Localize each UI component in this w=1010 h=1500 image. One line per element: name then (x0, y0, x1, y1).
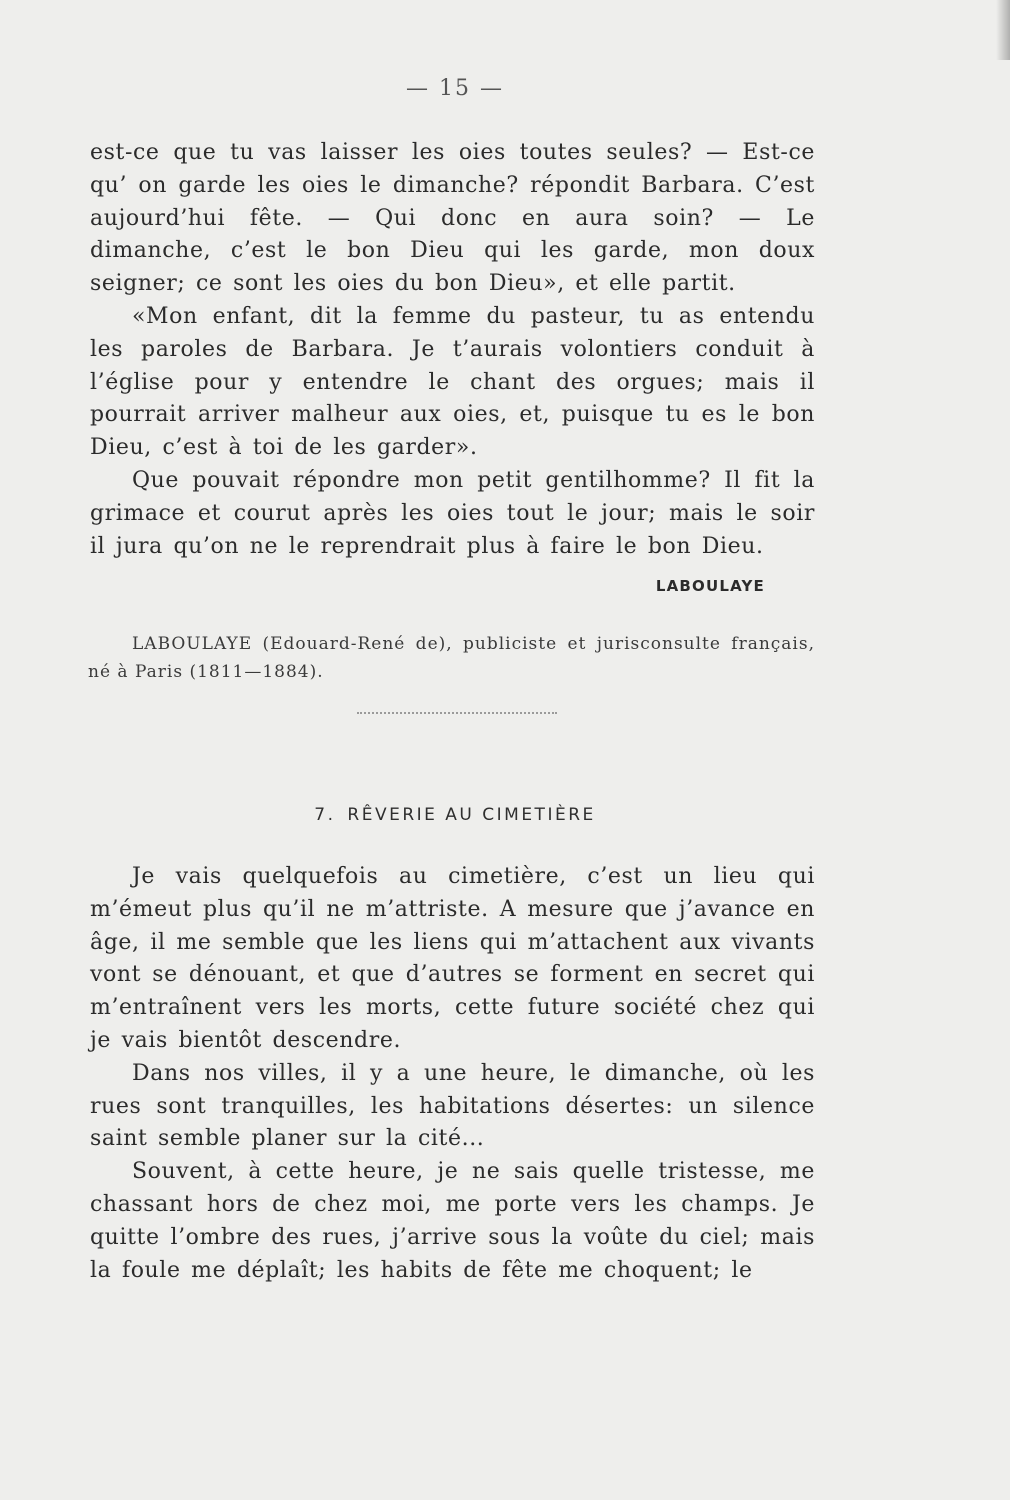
section-body-text (90, 861, 815, 1287)
page-edge-shadow (996, 0, 1010, 60)
story-paragraph-2: «Mon enfant, dit la femme du pasteur, tu as entendu les paroles de Barbara. Je t’aurais volontiers conduit à l’église pour y entendre le chant des orgues; mais il pourrait arriver malheur aux oies, et, puisque tu es le bon Dieu, c’est à toi de les garder». (90, 303, 815, 461)
section-heading (0, 805, 910, 825)
section-paragraph-1: Je vais quelquefois au cimetière, c’est un lieu qui m’émeut plus qu’il ne m’attriste. A mesure que j’avance en âge, il me semble que les liens qui m’attachent aux vivants vont se dénouant, et que d’autres se forment en secret qui m’entraînent vers les morts, cette future société chez qui je vais bientôt descendre. (90, 864, 815, 1053)
story-paragraph-1: est-ce que tu vas laisser les oies toutes seules? — Est-ce qu’ on garde les oies le dimanche? répondit Barbara. C’est aujourd’hui fête. — Qui donc en aura soin? — Le dimanche, c’est le bon Dieu qui les garde, mon doux seigner; ce sont les oies du bon Dieu», et elle partit. (90, 140, 815, 297)
story-paragraph-3: Que pouvait répondre mon petit gentilhomme? Il fit la grimace et courut après les oies tout le jour; mais le soir il jura qu’on ne le reprendrait plus à faire le bon Dieu. (90, 467, 815, 559)
section-paragraph-3: Souvent, à cette heure, je ne sais quelle tristesse, me chassant hors de chez moi, me porte vers les champs. Je quitte l’ombre des rues, j’arrive sous la voûte du ciel; mais la foule me déplaît; les habits de fête me choquent; le (90, 1159, 815, 1283)
story-ending-text (90, 137, 815, 563)
author-signature: LABOULAYE (655, 577, 765, 595)
author-bio-note: LABOULAYE (Edouard-René de), publiciste et jurisconsulte français, né à Paris (1811—1884). (88, 634, 815, 682)
section-number: 7. (314, 805, 336, 825)
section-divider (357, 712, 557, 714)
section-paragraph-2: Dans nos villes, il y a une heure, le dimanche, où les rues sont tranquilles, les habitations désertes: un silence saint semble planer sur la cité... (90, 1060, 815, 1152)
section-title: RÊVERIE AU CIMETIÈRE (347, 805, 596, 825)
page-number: — 15 — (406, 76, 504, 101)
